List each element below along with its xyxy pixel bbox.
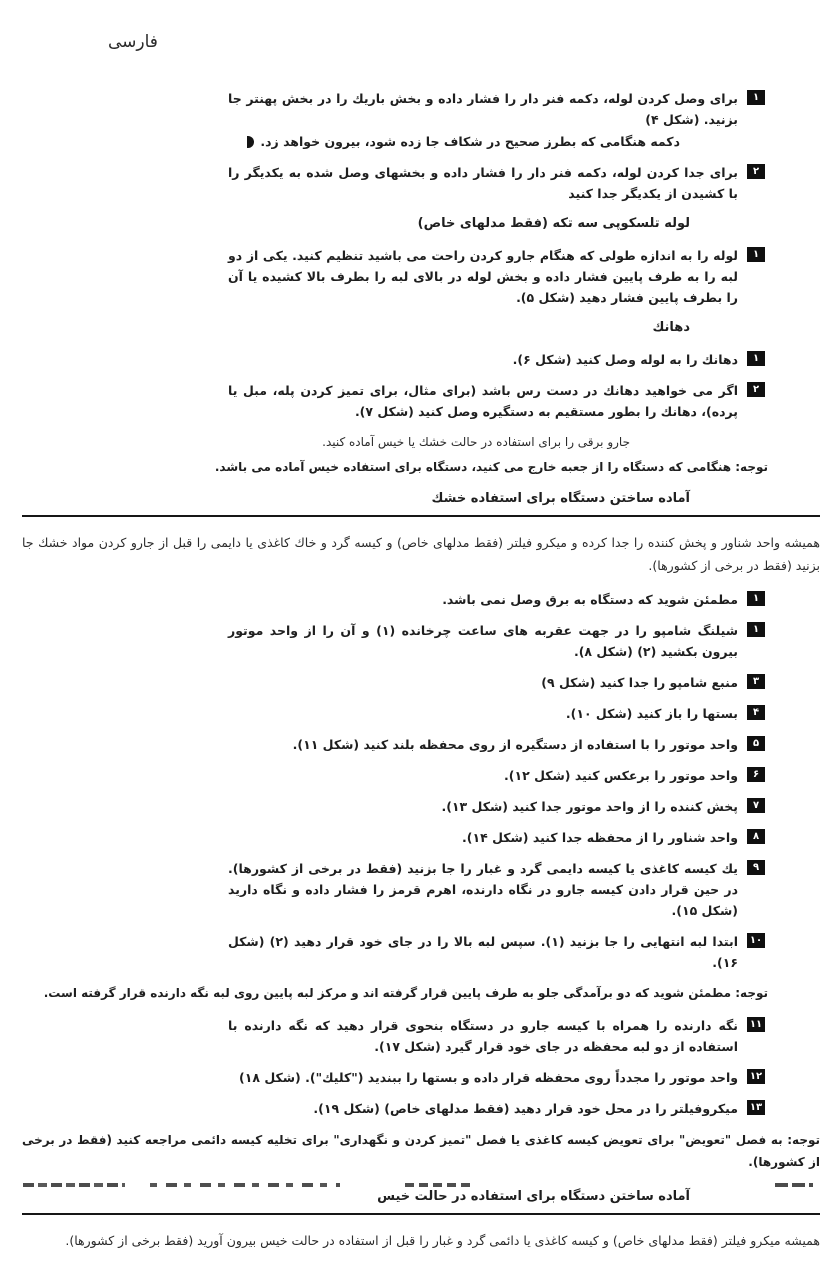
step-text: یك كیسه كاغذی یا كیسه دایمی گرد و غبار را جا بزنید (فقط در برخی از كشورها). در حین قرار دادن كیسه جارو در نگاه دارنده، اهرم قرمز را فشار داده و نگاه دارید (شكل ۱۵). — [228, 861, 738, 918]
step-number-badge: ۱۱ — [747, 1017, 765, 1032]
step-item — [228, 1067, 765, 1088]
step-number-badge: ۱ — [747, 90, 765, 105]
step-text: مطمئن شوید كه دستگاه به برق وصل نمی باشد. — [442, 592, 738, 607]
step-item — [228, 796, 765, 817]
step-number-badge: ۱ — [747, 591, 765, 606]
step-text: واحد موتور را برعكس كنید (شكل ۱۲). — [504, 768, 738, 783]
step-number-badge: ۲ — [747, 382, 765, 397]
step-text: برای جدا كردن لوله، دكمه فنر دار را فشار داده و بخشهای وصل شده به یكدیگر را با كشیدن از یكدیگر جدا كنید — [228, 165, 738, 201]
step-item — [228, 589, 765, 610]
step-item — [228, 827, 765, 848]
step-number-badge: ۱ — [747, 351, 765, 366]
step-item — [228, 1098, 765, 1119]
step-number-badge: ۲ — [747, 164, 765, 179]
step-item — [228, 734, 765, 755]
scan-artifact-line — [150, 1183, 340, 1187]
step-item — [228, 245, 765, 308]
plain-line: جارو برقی را برای استفاده در حالت خشك یا خیس آماده كنید. — [322, 435, 630, 449]
note: توجه: هنگامی كه دستگاه را از جعبه خارج می كنید، دستگاه برای استفاده خیس آماده می باشد. — [214, 460, 768, 474]
paragraph: همیشه واحد شناور و پخش كننده را جدا كرده و میكرو فیلتر (فقط مدلهای خاص) و كیسه گرد و خاك كاغذی یا دایمی را قبل از جارو كردن مواد خشك جا بزنید (فقط در برخی از كشورها). — [22, 535, 820, 573]
step-item — [228, 1015, 765, 1057]
step-number-badge: ۶ — [747, 767, 765, 782]
note: توجه: به فصل "تعویض" برای تعویض كیسه كاغذی یا فصل "تمیز كردن و نگهداری" برای تخلیه كیسه دائمی مراجعه كنید (فقط در برخی از كشورها). — [22, 1133, 820, 1169]
section-heading: آماده ساختن دستگاه برای استفاده خشك — [22, 489, 820, 517]
step-number-badge: ۱ — [747, 622, 765, 637]
step-text: منبع شامپو را جدا كنید (شكل ۹) — [541, 675, 738, 690]
step-subnote-text: دكمه هنگامی كه بطرز صحیح در شكاف جا زده شود، بیرون خواهد زد. — [260, 134, 680, 149]
scan-artifact-line — [405, 1183, 475, 1187]
step-item — [228, 162, 765, 204]
step-text: شیلنگ شامپو را در جهت عقربه های ساعت چرخانده (۱) و آن را از واحد موتور بیرون بكشید (۲) (شكل ۸). — [228, 623, 738, 659]
step-item — [228, 88, 765, 152]
step-item — [228, 349, 765, 370]
step-text: پخش كننده را از واحد موتور جدا كنید (شكل ۱۳). — [441, 799, 738, 814]
step-item — [228, 703, 765, 724]
step-number-badge: ۳ — [747, 674, 765, 689]
step-number-badge: ۵ — [747, 736, 765, 751]
sub-heading: لوله تلسكوپی سه تكه (فقط مدلهای خاص) — [417, 216, 690, 231]
step-text: واحد موتور را با استفاده از دستگیره از روی محفظه بلند كنید (شكل ۱۱). — [292, 737, 738, 752]
step-text: واحد شناور را از محفظه جدا كنید (شكل ۱۴). — [462, 830, 738, 845]
step-text: بستها را باز كنید (شكل ۱۰). — [565, 706, 738, 721]
step-text: برای وصل كردن لوله، دكمه فنر دار را فشار داده و بخش باریك را در بخش پهنتر جا بزنید. (شكل ۴) — [228, 91, 738, 127]
step-number-badge: ۹ — [747, 860, 765, 875]
step-item — [228, 858, 765, 921]
step-text: اگر می خواهید دهانك در دست رس باشد (برای مثال، برای تمیز كردن پله، مبل یا پرده)، دهانك را بطور مستقیم به دستگیره وصل كنید (شكل ۷). — [228, 383, 738, 419]
step-text: ابتدا لبه انتهایی را جا بزنید (۱). سپس لبه بالا را در جای خود قرار دهید (۲) (شكل ۱۶). — [228, 934, 739, 970]
page-language-label: فارسی — [108, 32, 158, 52]
step-number-badge: ۸ — [747, 829, 765, 844]
scan-artifact-line — [775, 1183, 813, 1187]
step-text: نگه دارنده را همراه با كیسه جارو در دستگاه بنحوی قرار دهید كه نگه دارنده با استفاده از دو لبه محفظه در جای خود قرار گیرد (شكل ۱۷). — [228, 1018, 738, 1054]
step-subnote — [228, 131, 680, 152]
section-heading: آماده ساختن دستگاه برای استفاده در حالت خیس — [22, 1187, 820, 1215]
step-item — [228, 931, 765, 973]
step-number-badge: ۱۰ — [747, 933, 765, 948]
step-item — [228, 765, 765, 786]
step-text: واحد موتور را مجدداً روی محفظه قرار داده و بستها را ببندید ("كلیك"). (شكل ۱۸) — [239, 1070, 738, 1085]
scan-artifact-line — [23, 1183, 125, 1187]
step-number-badge: ۷ — [747, 798, 765, 813]
sub-heading: دهانك — [652, 320, 690, 335]
note: توجه: مطمئن شوید كه دو برآمدگی جلو به طرف پایین قرار گرفته اند و مركز لبه پایین روی لبه نگه دارنده قرار گرفته است. — [43, 986, 768, 1000]
step-text: دهانك را به لوله وصل كنید (شكل ۶). — [512, 352, 738, 367]
step-number-badge: ۱۲ — [747, 1069, 765, 1084]
step-text: میكروفیلتر را در محل خود قرار دهید (فقط مدلهای خاص) (شكل ۱۹). — [313, 1101, 738, 1116]
step-item — [228, 380, 765, 422]
step-number-badge: ۱ — [747, 247, 765, 262]
step-number-badge: ۴ — [747, 705, 765, 720]
step-number-badge: ۱۳ — [747, 1100, 765, 1115]
half-disc-icon — [247, 136, 254, 148]
step-item — [228, 672, 765, 693]
paragraph: همیشه میكرو فیلتر (فقط مدلهای خاص) و كیسه كاغذی یا دائمی گرد و غبار را قبل از استفاده در حالت خیس بیرون آورید (فقط برخی از كشورها). — [65, 1233, 820, 1248]
step-text: لوله را به اندازه طولی كه هنگام جارو كردن راحت می باشید تنظیم كنید. یكی از دو لبه را به طرف پایین فشار داده و بخش لوله در بالای لبه را بطرف بالا كشیده یا آن را بطرف پایین فشار دهید (شكل ۵). — [228, 248, 738, 305]
document-body — [0, 88, 840, 1264]
step-item — [228, 620, 765, 662]
